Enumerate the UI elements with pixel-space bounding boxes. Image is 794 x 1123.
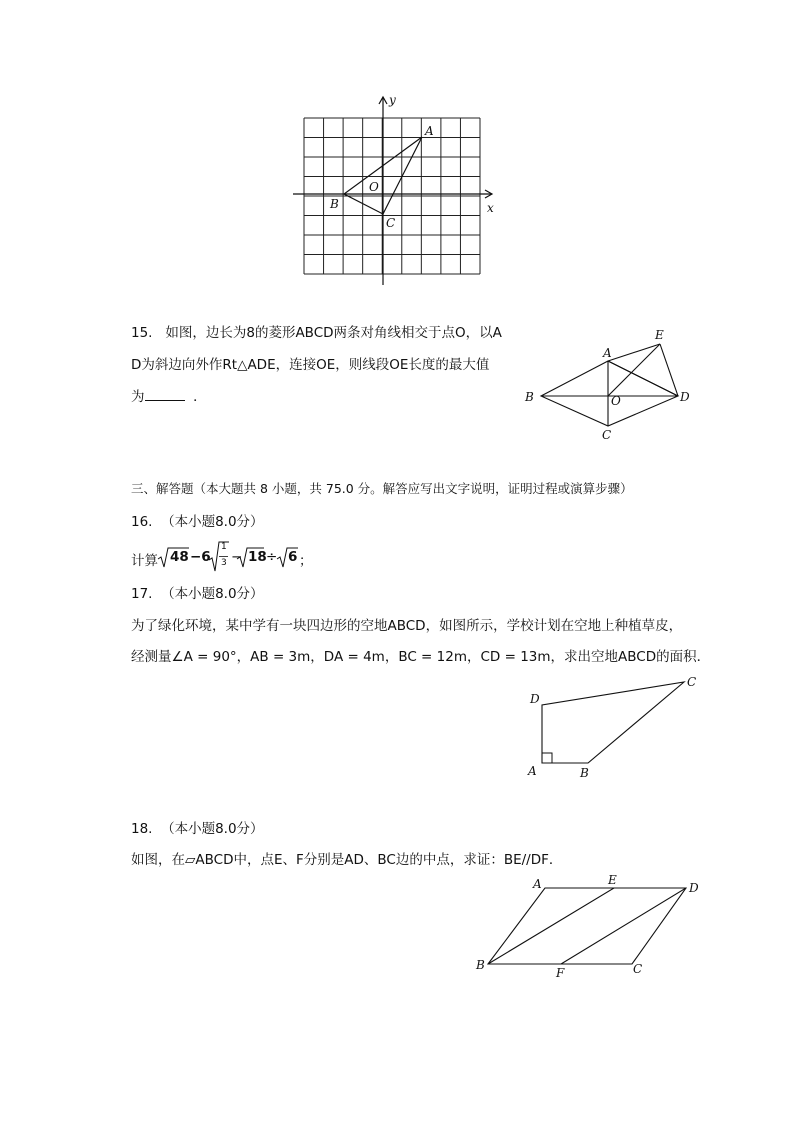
- q15-text-line1: 如图，边长为8的菱形ABCD两条对角线相交于点O，以A: [165, 325, 502, 341]
- point-d-label: D: [530, 692, 540, 706]
- quadrilateral-abcd: [542, 682, 684, 763]
- q15-line1: [131, 324, 502, 342]
- point-b-label: B: [330, 197, 339, 211]
- axis-x-label: x: [487, 201, 494, 215]
- q16-r1: 48: [170, 549, 189, 565]
- axis-y-label: y: [389, 93, 396, 107]
- q17-text-line2: 经测量∠A = 90°，AB = 3m，DA = 4m，BC = 12m，CD = 13m，求出空地ABCD的面积．: [131, 649, 711, 665]
- rhombus-abcd: [541, 361, 678, 426]
- point-e-label: E: [608, 873, 617, 887]
- q15-line3: [131, 387, 207, 406]
- point-b-label: B: [580, 766, 589, 780]
- q16-r2: 18: [248, 549, 267, 565]
- q16-div: ÷: [266, 549, 278, 565]
- q18-number: 18.: [131, 821, 153, 837]
- q15-line2: [131, 356, 489, 374]
- segment-oe: [608, 344, 660, 396]
- point-b-label: B: [476, 958, 485, 972]
- point-c-label: C: [602, 428, 612, 442]
- section3-title: 三、解答题（本大题共 8 小题，共 75.0 分。解答应写出文字说明，证明过程或演算步骤）: [131, 481, 633, 496]
- q16-header: [131, 513, 264, 531]
- point-c-label: C: [687, 675, 697, 689]
- point-f-label: F: [556, 966, 565, 980]
- q16-expression: [131, 540, 331, 574]
- parallelogram-figure: [470, 870, 705, 985]
- segment-be: [488, 888, 614, 964]
- q16-number: 16.: [131, 514, 153, 530]
- q18-score: （本小题8.0分）: [161, 821, 264, 837]
- q15-text-suffix: ．: [193, 389, 207, 405]
- point-a-label: A: [603, 346, 612, 360]
- point-b-label: B: [525, 390, 534, 404]
- q16-frac-den: 3: [221, 558, 227, 568]
- q15-number: 15.: [131, 325, 153, 341]
- point-c-label: C: [633, 962, 643, 976]
- q17-header: [131, 585, 264, 603]
- point-d-label: D: [689, 881, 699, 895]
- point-o-label: O: [369, 180, 379, 194]
- point-o-label: O: [611, 394, 621, 408]
- q16-minus2: −: [231, 549, 243, 565]
- q17-score: （本小题8.0分）: [161, 586, 264, 602]
- q18-header: [131, 820, 264, 838]
- q15-text-line2: D为斜边向外作Rt△ADE，连接OE，则线段OE长度的最大值: [131, 357, 490, 373]
- coordinate-grid-figure: [290, 92, 510, 292]
- q17-text-line1: 为了绿化环境，某中学有一块四边形的空地ABCD，如图所示，学校计划在空地上种植草皮，: [131, 618, 683, 634]
- quadrilateral-figure: [520, 670, 705, 785]
- parallelogram-abcd: [488, 888, 686, 964]
- q16-end: ；: [299, 553, 313, 569]
- rhombus-figure: [515, 320, 700, 445]
- q16-frac-num: 1: [221, 542, 227, 552]
- point-a-label: A: [528, 764, 537, 778]
- q15-text-prefix: 为: [131, 389, 145, 405]
- point-a-label: A: [533, 877, 542, 891]
- point-d-label: D: [680, 390, 690, 404]
- segment-df: [561, 888, 686, 964]
- q18-text-line1: 如图，在▱ABCD中，点E、F分别是AD、BC边的中点，求证：BE//DF．: [131, 852, 563, 868]
- q16-score: （本小题8.0分）: [161, 514, 264, 530]
- right-angle-mark: [542, 753, 552, 763]
- q16-r3: 6: [288, 549, 298, 565]
- q17-number: 17.: [131, 586, 153, 602]
- q15-answer-blank[interactable]: [145, 387, 185, 401]
- q16-prefix: 计算: [131, 553, 158, 569]
- point-a-label: A: [425, 124, 434, 138]
- point-e-label: E: [655, 328, 664, 342]
- point-c-label: C: [386, 216, 396, 230]
- q16-minus1: −6: [190, 549, 211, 565]
